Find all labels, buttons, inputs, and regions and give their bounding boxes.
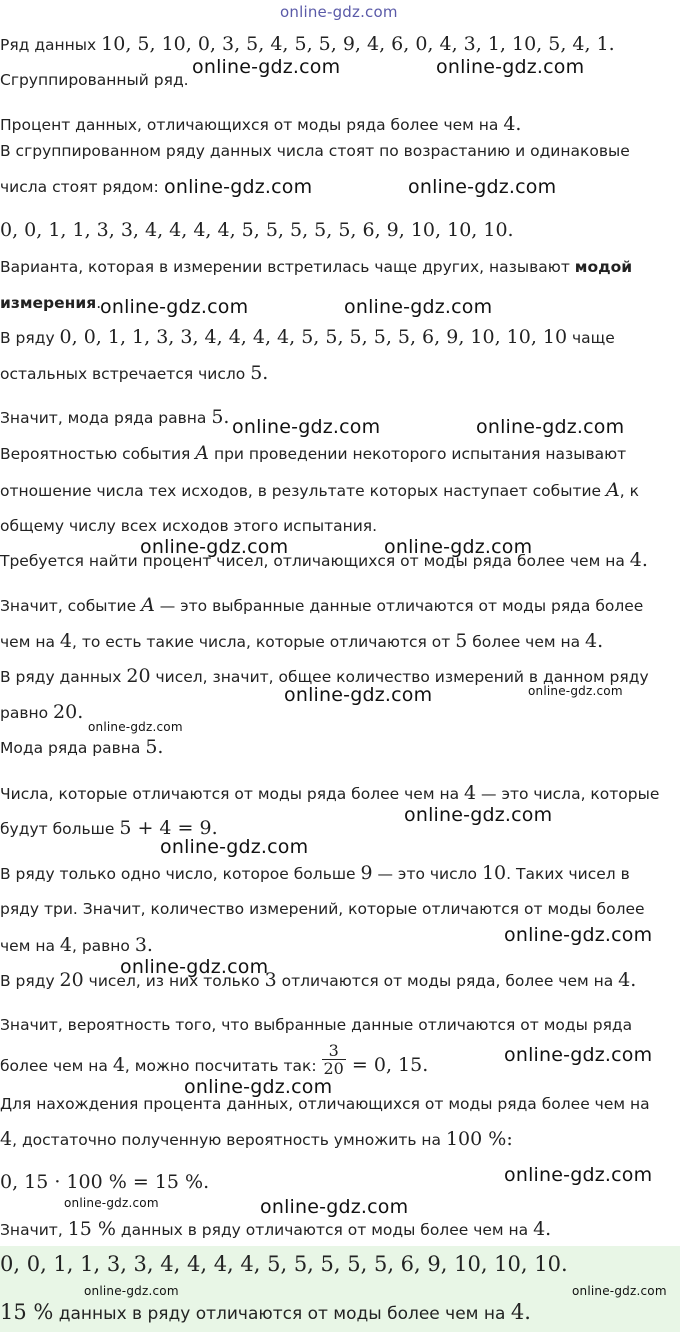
text-line: более чем на 4, можно посчитать так: $\frac{3}{20}$ = 0, 15.	[0, 1041, 429, 1078]
watermark: online-gdz.com	[232, 416, 381, 438]
text-line: Мода ряда равна 5.	[0, 736, 164, 758]
text-line: равно 20.	[0, 701, 84, 723]
term-mode: модой	[574, 258, 633, 276]
watermark: online-gdz.com	[476, 416, 625, 438]
watermark-header: online-gdz.com	[280, 3, 398, 21]
watermark: online-gdz.com	[408, 176, 557, 198]
text-line: 0, 0, 1, 1, 3, 3, 4, 4, 4, 4, 5, 5, 5, 5, 5, 6, 9, 10, 10, 10.	[0, 219, 514, 241]
text-line: отношение числа тех исходов, в результате которых наступает событие A, к	[0, 479, 639, 501]
watermark: online-gdz.com	[64, 1196, 159, 1210]
text-line: В ряду данных 20 чисел, значит, общее количество измерений в данном ряду	[0, 665, 649, 687]
text-line: Процент данных, отличающихся от моды ряда более чем на 4.	[0, 113, 522, 135]
watermark: online-gdz.com	[404, 804, 553, 826]
text-line: Числа, которые отличаются от моды ряда более чем на 4 — это числа, которые	[0, 782, 660, 804]
text-line: чем на 4, равно 3.	[0, 934, 153, 956]
watermark: online-gdz.com	[184, 1076, 333, 1098]
watermark: online-gdz.com	[140, 536, 289, 558]
text-line: 4, достаточно полученную вероятность умножить на 100 %:	[0, 1128, 513, 1150]
text-line: Требуется найти процент чисел, отличающихся от моды ряда более чем на 4.	[0, 549, 648, 571]
watermark: online-gdz.com	[504, 1164, 653, 1186]
text-line: будут больше 5 + 4 = 9.	[0, 817, 218, 839]
watermark: online-gdz.com	[88, 720, 183, 734]
text-line: Значит, мода ряда равна 5.	[0, 406, 230, 428]
watermark: online-gdz.com	[504, 1044, 653, 1066]
watermark: online-gdz.com	[100, 296, 249, 318]
text-line: Ряд данных 10, 5, 10, 0, 3, 5, 4, 5, 5, 9, 4, 6, 0, 4, 3, 1, 10, 5, 4, 1.	[0, 33, 615, 55]
watermark: online-gdz.com	[164, 176, 313, 198]
text-line: ряду три. Значит, количество измерений, которые отличаются от моды более	[0, 900, 645, 918]
text-line: остальных встречается число 5.	[0, 362, 269, 384]
watermark: online-gdz.com	[84, 1284, 179, 1298]
watermark: online-gdz.com	[384, 536, 533, 558]
watermark: online-gdz.com	[436, 56, 585, 78]
text-line: Вероятностью события A при проведении некоторого испытания называют	[0, 442, 627, 464]
text-line: измерения.	[0, 294, 102, 312]
watermark: online-gdz.com	[528, 684, 623, 698]
text-line: Значит, событие A — это выбранные данные отличаются от моды ряда более	[0, 594, 644, 616]
watermark: online-gdz.com	[504, 924, 653, 946]
watermark: online-gdz.com	[260, 1196, 409, 1218]
text-line: числа стоят рядом:	[0, 178, 159, 196]
text-line: общему числу всех исходов этого испытания.	[0, 517, 378, 535]
answer-series: 0, 0, 1, 1, 3, 3, 4, 4, 4, 4, 5, 5, 5, 5, 5, 6, 9, 10, 10, 10.	[0, 1252, 568, 1276]
text-line: В ряду 20 чисел, из них только 3 отличаются от моды ряда, более чем на 4.	[0, 969, 637, 991]
text-line: Значит, вероятность того, что выбранные данные отличаются от моды ряда	[0, 1016, 633, 1034]
fraction: $\frac{3}{20}$	[323, 1041, 344, 1078]
text-line: В сгруппированном ряду данных числа стоят по возрастанию и одинаковые	[0, 142, 630, 160]
watermark: online-gdz.com	[344, 296, 493, 318]
watermark: online-gdz.com	[120, 956, 269, 978]
watermark: online-gdz.com	[284, 684, 433, 706]
text-line: Для нахождения процента данных, отличающихся от моды ряда более чем на	[0, 1095, 650, 1113]
text-line: чем на 4, то есть такие числа, которые отличаются от 5 более чем на 4.	[0, 630, 604, 652]
term-measurement: измерения	[0, 294, 97, 312]
text-line: Значит, 15 % данных в ряду отличаются от моды более чем на 4.	[0, 1218, 552, 1240]
text-line: Варианта, которая в измерении встретилась чаще других, называют модой	[0, 258, 633, 276]
watermark: online-gdz.com	[192, 56, 341, 78]
text-line: В ряду только одно число, которое больше 9 — это число 10. Таких чисел в	[0, 862, 630, 884]
watermark: online-gdz.com	[160, 836, 309, 858]
text-line: Сгруппированный ряд.	[0, 71, 189, 89]
watermark: online-gdz.com	[572, 1284, 667, 1298]
answer-conclusion: 15 % данных в ряду отличаются от моды более чем на 4.	[0, 1300, 531, 1324]
text-line: 0, 15 · 100 % = 15 %.	[0, 1171, 210, 1193]
text-line: В ряду 0, 0, 1, 1, 3, 3, 4, 4, 4, 4, 5, 5, 5, 5, 5, 6, 9, 10, 10, 10 чаще	[0, 326, 615, 348]
